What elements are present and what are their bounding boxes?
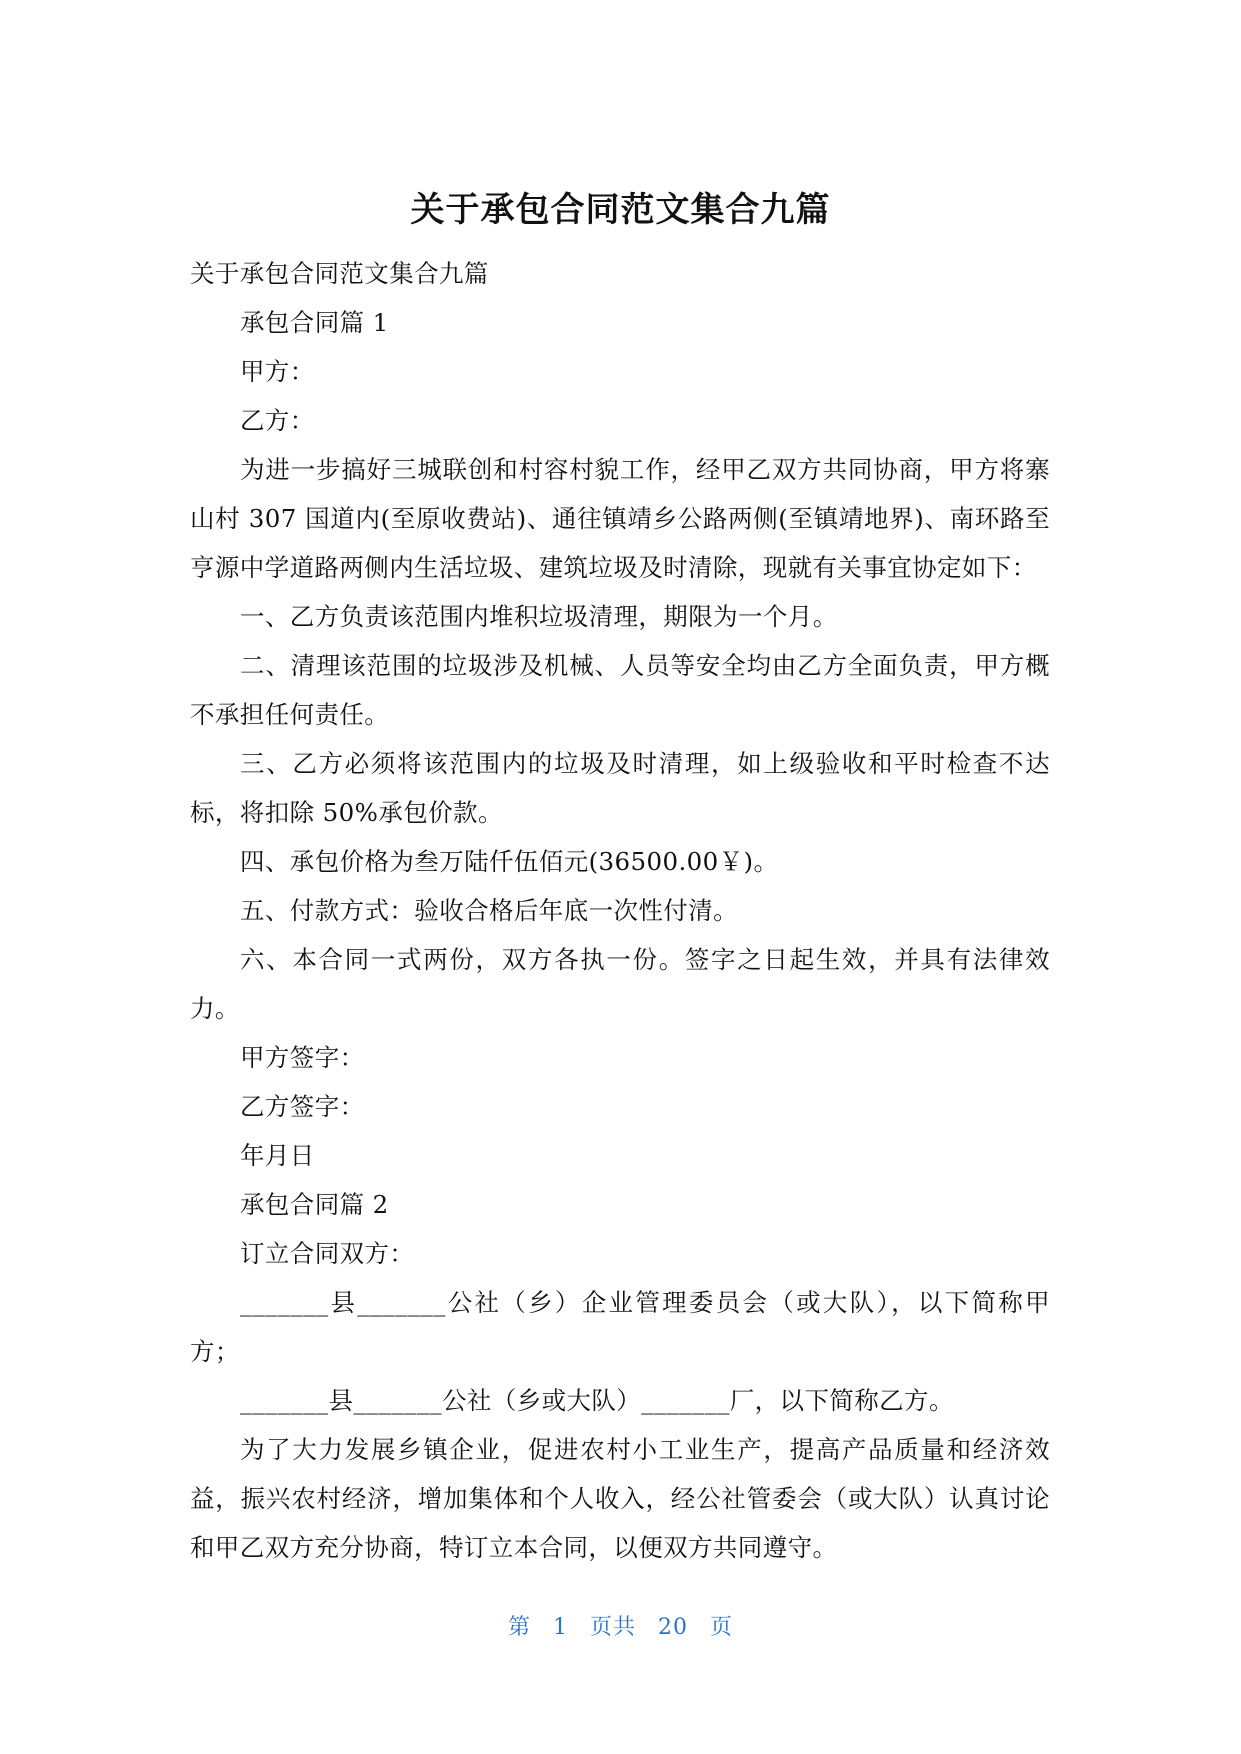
clause-item: 一、乙方负责该范围内堆积垃圾清理，期限为一个月。 xyxy=(240,602,838,631)
date-line: 年月日 xyxy=(240,1141,315,1170)
clause-item: 六、本合同一式两份，双方各执一份。签字之日起生效，并具有法律效力。 xyxy=(190,945,1050,1023)
signature-party-a: 甲方签字： xyxy=(240,1043,365,1072)
clause-item: 三、乙方必须将该范围内的垃圾及时清理，如上级验收和平时检查不达标，将扣除 50%承包价款。 xyxy=(190,749,1050,827)
clause-item: 五、付款方式：验收合格后年底一次性付清。 xyxy=(240,896,738,925)
page-footer xyxy=(0,1610,1241,1641)
paragraph: _______县_______公社（乡）企业管理委员会（或大队），以下简称甲方； xyxy=(190,1288,1050,1366)
paragraph: 为进一步搞好三城联创和村容村貌工作，经甲乙双方共同协商，甲方将寨山村 307 国道内(至原收费站)、通往镇靖乡公路两侧(至镇靖地界)、南环路至亨源中学道路两侧内生活垃圾、建筑垃圾及时清除，现就有关事宜协定如下： xyxy=(190,455,1050,582)
footer-current-page: 1 xyxy=(552,1615,568,1640)
signature-party-b: 乙方签字： xyxy=(240,1092,365,1121)
paragraph: 为了大力发展乡镇企业，促进农村小工业生产，提高产品质量和经济效益，振兴农村经济，增加集体和个人收入，经公社管委会（或大队）认真讨论和甲乙双方充分协商，特订立本合同，以便双方共同遵守。 xyxy=(190,1435,1050,1562)
footer-total-pages: 20 xyxy=(658,1615,688,1640)
document-title: 关于承包合同范文集合九篇 xyxy=(410,190,831,230)
paragraph: _______县_______公社（乡或大队）_______厂，以下简称乙方。 xyxy=(240,1386,954,1415)
party-a-label: 甲方： xyxy=(240,357,315,386)
footer-suffix: 页 xyxy=(710,1615,734,1640)
section-heading: 承包合同篇 1 xyxy=(240,308,389,337)
paragraph: 关于承包合同范文集合九篇 xyxy=(190,259,489,288)
paragraph: 订立合同双方： xyxy=(240,1239,415,1268)
clause-item: 二、清理该范围的垃圾涉及机械、人员等安全均由乙方全面负责，甲方概不承担任何责任。 xyxy=(190,651,1050,729)
document-body xyxy=(190,249,1050,1572)
clause-item: 四、承包价格为叁万陆仟伍佰元(36500.00￥)。 xyxy=(240,847,779,876)
footer-middle: 页共 xyxy=(589,1615,636,1640)
party-b-label: 乙方： xyxy=(240,406,315,435)
footer-prefix: 第 xyxy=(507,1615,531,1640)
section-heading: 承包合同篇 2 xyxy=(240,1190,389,1219)
